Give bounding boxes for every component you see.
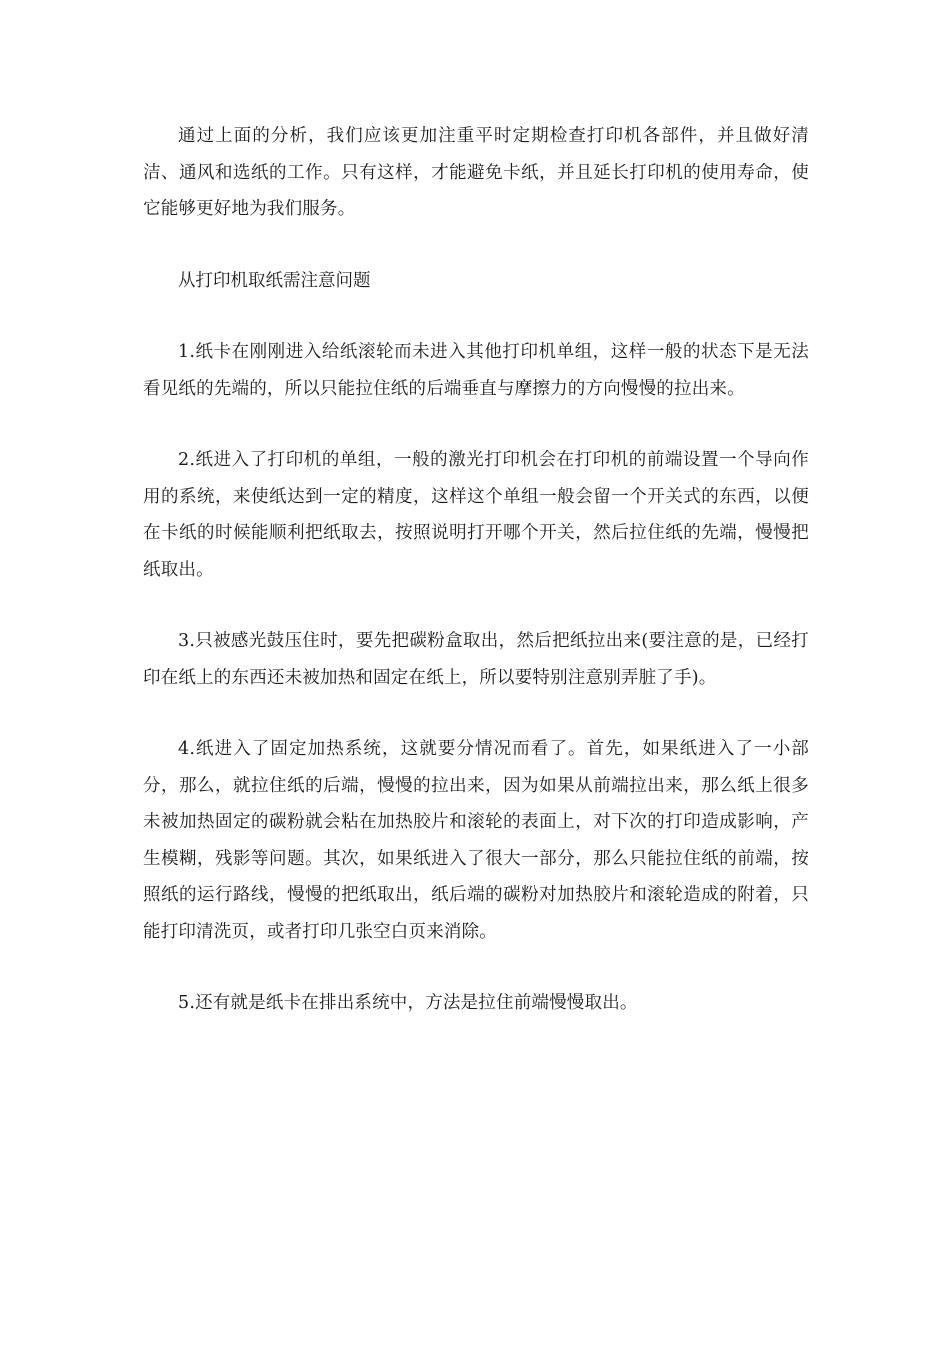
list-item: 4.纸进入了固定加热系统，这就要分情况而看了。首先，如果纸进入了一小部分，那么，就拉住纸的后端，慢慢的拉出来，因为如果从前端拉出来，那么纸上很多未被加热固定的碳粉就会粘在加热胶片和滚轮的表面上，对下次的打印造成影响，产生模糊，残影等问题。其次，如果纸进入了很大一部分，那么只能拉住纸的前端，按照纸的运行路线，慢慢的把纸取出，纸后端的碳粉对加热胶片和滚轮造成的附着，只能打印清洗页，或者打印几张空白页来消除。 — [143, 739, 809, 942]
intro-paragraph: 通过上面的分析，我们应该更加注重平时定期检查打印机各部件，并且做好清洁、通风和选纸的工作。只有这样，才能避免卡纸，并且延长打印机的使用寿命，使它能够更好地为我们服务。 — [143, 126, 809, 219]
list-item: 5.还有就是纸卡在排出系统中，方法是拉住前端慢慢取出。 — [178, 993, 638, 1013]
list-item: 1.纸卡在刚刚进入给纸滚轮而未进入其他打印机单组，这样一般的状态下是无法看见纸的先端的，所以只能拉住纸的后端垂直与摩擦力的方向慢慢的拉出来。 — [143, 342, 809, 399]
section-title: 从打印机取纸需注意问题 — [178, 270, 371, 291]
document-page — [143, 118, 809, 1057]
list-item: 2.纸进入了打印机的单组，一般的激光打印机会在打印机的前端设置一个导向作用的系统，来使纸达到一定的精度，这样这个单组一般会留一个开关式的东西，以便在卡纸的时候能顺利把纸取去，按照说明打开哪个开关，然后拉住纸的先端，慢慢把纸取出。 — [143, 450, 809, 580]
list-item: 3.只被感光鼓压住时，要先把碳粉盒取出，然后把纸拉出来(要注意的是，已经打印在纸上的东西还未被加热和固定在纸上，所以要特别注意别弄脏了手)。 — [143, 631, 809, 688]
